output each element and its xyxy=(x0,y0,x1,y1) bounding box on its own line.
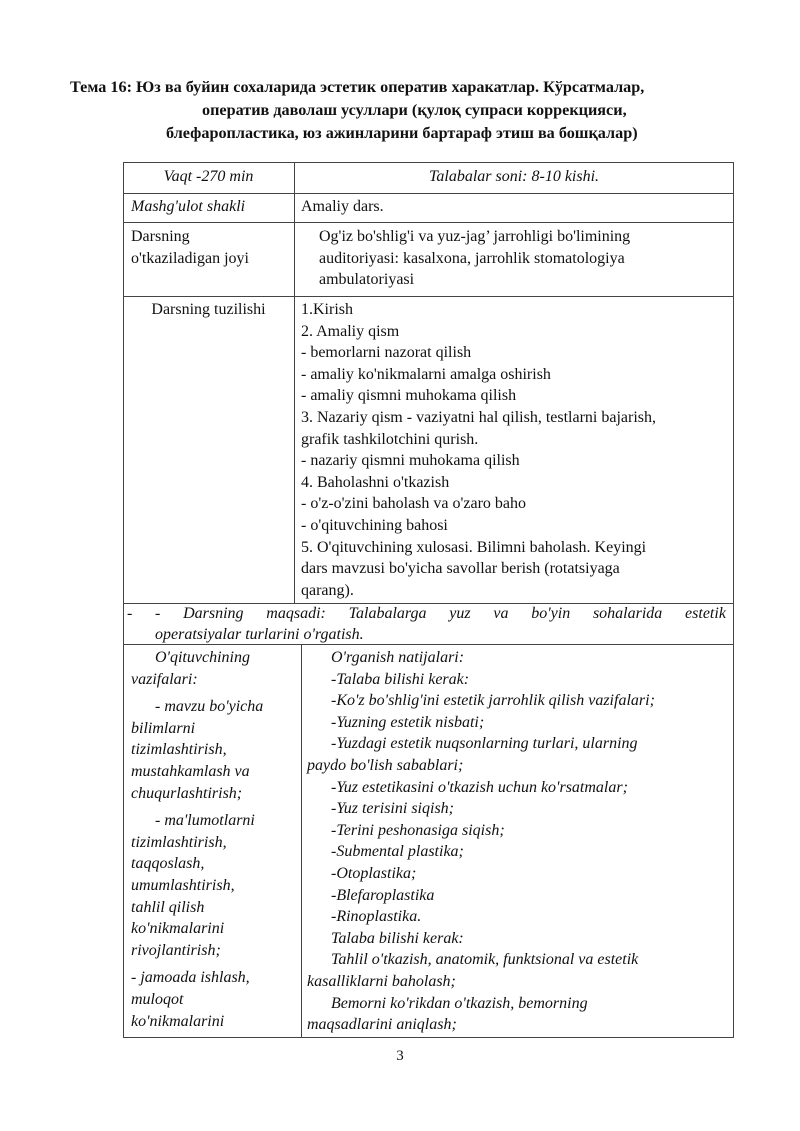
goal-word: va xyxy=(493,605,509,622)
goal-line-1 xyxy=(155,603,726,625)
form-label: Mashg'ulot shakli xyxy=(131,198,246,215)
table-border-top xyxy=(123,162,734,163)
result-line: -Submental plastika; xyxy=(331,843,464,861)
structure-line: 5. O'qituvchining xulosasi. Bilimni baholash. Keyingi xyxy=(301,538,647,556)
goal-word: estetik xyxy=(685,605,726,622)
structure-line: 1.Kirish xyxy=(301,301,353,318)
table-column-divider xyxy=(294,162,295,603)
place-label-line: o'tkaziladigan joyi xyxy=(131,249,249,267)
page-title xyxy=(60,76,750,145)
teacher-task-line: - ma'lumotlarni xyxy=(155,812,255,830)
goal-word: Darsning xyxy=(183,605,244,622)
place-label-line: Darsning xyxy=(131,228,190,245)
table-rule xyxy=(123,222,734,223)
structure-label: Darsning tuzilishi xyxy=(151,301,266,318)
goal-bullet: - xyxy=(127,605,133,622)
teacher-task-line: O'qituvchining xyxy=(155,649,250,666)
goal-word: yuz xyxy=(449,605,471,622)
result-line: -Yuzdagi estetik nuqsonlarning turlari, ularning xyxy=(331,735,638,753)
place-value-line: Og'iz bo'shlig'i va yuz-jag’ jarrohligi bo'limining xyxy=(319,228,631,245)
structure-line: - amaliy qismni muhokama qilish xyxy=(301,387,517,405)
result-line: -Terini peshonasiga siqish; xyxy=(331,821,505,839)
structure-line: 3. Nazariy qism - vaziyatni hal qilish, testlarni bajarish, xyxy=(301,408,657,426)
table-rule xyxy=(123,296,734,297)
goal-word: Talabalarga xyxy=(348,605,427,622)
structure-line: 2. Amaliy qism xyxy=(301,322,400,340)
lesson-table xyxy=(123,162,734,1038)
table-border-left xyxy=(123,162,124,1038)
result-line: -Otoplastika; xyxy=(331,864,417,882)
result-line: maqsadlarini aniqlash; xyxy=(307,1016,457,1034)
structure-line: grafik tashkilotchini qurish. xyxy=(301,430,479,448)
result-line: paydo bo'lish sabablari; xyxy=(307,756,464,774)
teacher-task-line: chuqurlashtirish; xyxy=(131,784,243,802)
teacher-task-line: ko'nikmalarini xyxy=(131,920,225,938)
page-number: 3 xyxy=(396,1048,404,1064)
teacher-task-line: mustahkamlash va xyxy=(131,762,250,780)
structure-line: - nazariy qismni muhokama qilish xyxy=(301,452,520,470)
place-value xyxy=(319,226,630,291)
structure-line: - o'qituvchining bahosi xyxy=(301,516,448,534)
structure-line: - o'z-o'zini baholash va o'zaro baho xyxy=(301,495,527,513)
learning-results xyxy=(307,647,655,1036)
title-line-3: блефаропластика, юз ажинларини бартараф этиш ва бошқалар) xyxy=(166,124,638,142)
result-line: Bemorni ko'rikdan o'tkazish, bemorning xyxy=(331,994,588,1012)
structure-line: 4. Baholashni o'tkazish xyxy=(301,473,450,491)
teacher-task-line: vazifalari: xyxy=(131,670,198,688)
structure-line: - bemorlarni nazorat qilish xyxy=(301,344,472,362)
result-line: -Yuzning estetik nisbati; xyxy=(331,713,485,731)
teacher-task-line: tizimlashtirish, xyxy=(131,741,227,759)
teacher-task-line: rivojlantirish; xyxy=(131,941,221,959)
structure-line: dars mavzusi bo'yicha savollar berish (rotatsiyaga xyxy=(301,560,620,578)
teacher-task-line: - mavzu bo'yicha xyxy=(155,698,264,716)
table-rule xyxy=(123,193,734,194)
result-line: -Yuz terisini siqish; xyxy=(331,800,454,818)
place-value-line: ambulatoriyasi xyxy=(319,271,415,289)
goal-word: - xyxy=(155,605,161,622)
structure-list xyxy=(301,299,656,601)
result-line: kasalliklarni baholash; xyxy=(307,972,456,990)
result-line: -Yuz estetikasini o'tkazish uchun ko'rsatmalar; xyxy=(331,778,628,796)
goal-word: maqsadi: xyxy=(266,605,326,622)
result-line: Talaba bilishi kerak: xyxy=(331,929,464,947)
form-value: Amaliy dars. xyxy=(301,198,384,215)
teacher-task-line: umumlashtirish, xyxy=(131,876,235,894)
structure-line: qarang). xyxy=(301,581,354,599)
teacher-task-line: tahlil qilish xyxy=(131,898,205,916)
teacher-task-line: tizimlashtirish, xyxy=(131,833,227,851)
time-cell: Vaqt -270 min xyxy=(163,168,254,185)
goal-line-2: operatsiyalar turlarini o'rgatish. xyxy=(155,626,364,643)
result-line: -Talaba bilishi kerak: xyxy=(331,670,470,688)
teacher-task-line: muloqot xyxy=(131,990,184,1008)
place-label xyxy=(131,226,249,269)
table-column-divider xyxy=(301,644,302,1038)
teacher-task-line: - jamoada ishlash, xyxy=(131,969,250,987)
structure-line: - amaliy ko'nikmalarni amalga oshirish xyxy=(301,365,551,383)
result-line: -Rinoplastika. xyxy=(331,908,422,926)
goal-word: bo'yin xyxy=(531,605,571,622)
result-line: O'rganish natijalari: xyxy=(331,649,465,666)
teacher-task-line: ko'nikmalarini xyxy=(131,1012,225,1030)
result-line: -Blefaroplastika xyxy=(331,886,435,904)
title-line-2: оператив даволаш усуллари (қулоқ супраси коррекцияси, xyxy=(202,101,627,119)
result-line: Tahlil o'tkazish, anatomik, funktsional va estetik xyxy=(331,951,639,969)
goal-word: sohalarida xyxy=(592,605,663,622)
title-line-1: Тема 16: Юз ва буйин сохаларида эстетик оператив харакатлар. Кўрсатмалар, xyxy=(70,78,645,96)
place-value-line: auditoriyasi: kasalxona, jarrohlik stomatologiya xyxy=(319,249,625,267)
teacher-task-line: bilimlarni xyxy=(131,719,196,737)
table-border-right xyxy=(733,162,734,1038)
result-line: -Ko'z bo'shlig'ini estetik jarrohlik qilish vazifalari; xyxy=(331,692,655,710)
students-cell: Talabalar soni: 8-10 kishi. xyxy=(428,168,600,185)
teacher-tasks xyxy=(131,647,263,1032)
table-border-bottom xyxy=(123,1037,734,1038)
teacher-task-line: taqqoslash, xyxy=(131,855,205,873)
